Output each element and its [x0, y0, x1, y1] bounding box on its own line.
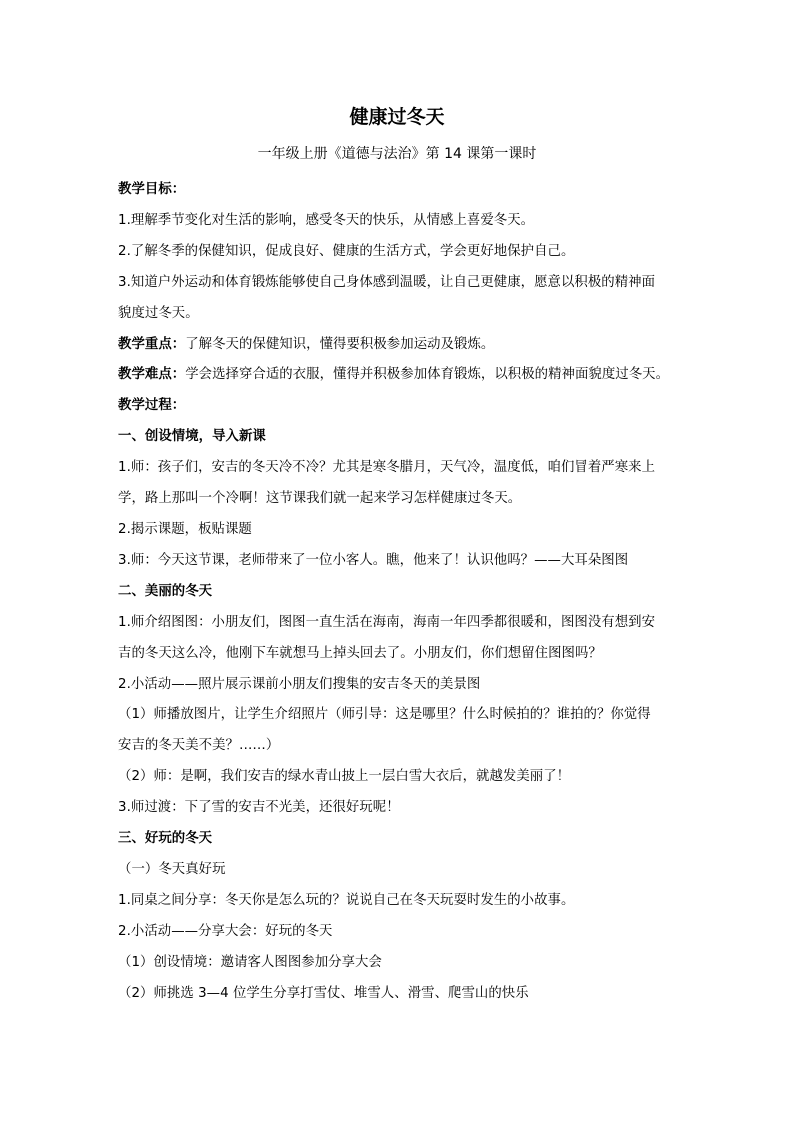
paragraph-line: 2.小活动——分享大会：好玩的冬天	[118, 923, 333, 939]
paragraph-line: （1）师播放图片，让学生介绍照片（师引导：这是哪里？什么时候拍的？谁拍的？你觉得	[118, 707, 651, 723]
difficult-points-text: 学会选择穿合适的衣服，懂得并积极参加体育锻炼，以积极的精神面貌度过冬天。	[185, 367, 670, 383]
paragraph-line: 2.揭示课题，板贴课题	[118, 521, 252, 537]
paragraph-line: 1.同桌之间分享：冬天你是怎么玩的？说说自己在冬天玩耍时发生的小故事。	[118, 892, 575, 908]
key-points-label: 教学重点：	[118, 336, 186, 352]
subsection-heading: （一）冬天真好玩	[118, 861, 226, 877]
section-heading: 一、创设情境，导入新课	[118, 429, 266, 445]
section-heading: 二、美丽的冬天	[118, 583, 213, 599]
paragraph-line: （2）师挑选 3—4 位学生分享打雪仗、堆雪人、滑雪、爬雪山的快乐	[118, 985, 529, 1001]
paragraph-line: 2.小活动——照片展示课前小朋友们搜集的安吉冬天的美景图	[118, 676, 481, 692]
goals-heading: 教学目标：	[118, 182, 186, 197]
goal-item-continued: 貌度过冬天。	[118, 305, 199, 321]
paragraph-line: 1.师：孩子们，安吉的冬天冷不冷？尤其是寒冬腊月，天气冷，温度低，咱们冒着严寒来上	[118, 460, 656, 476]
paragraph-line: 安吉的冬天美不美？……）	[118, 738, 280, 754]
document-title: 健康过冬天	[349, 106, 445, 128]
key-points	[118, 330, 688, 361]
paragraph-line: 3.师过渡：下了雪的安吉不光美，还很好玩呢！	[118, 800, 400, 816]
goal-item: 3.知道户外运动和体育锻炼能够使自己身体感到温暖，让自己更健康，愿意以积极的精神面	[118, 274, 656, 290]
paragraph-line: 3.师：今天这节课，老师带来了一位小客人。瞧，他来了！认识他吗？——大耳朵图图	[118, 552, 629, 568]
process-heading: 教学过程：	[118, 398, 186, 414]
section-heading: 三、好玩的冬天	[118, 831, 213, 847]
paragraph-line: （2）师：是啊，我们安吉的绿水青山披上一层白雪大衣后，就越发美丽了！	[118, 769, 571, 785]
document-body	[118, 175, 688, 1009]
paragraph-line: 1.师介绍图图：小朋友们，图图一直生活在海南，海南一年四季都很暖和，图图没有想到安	[118, 614, 656, 630]
goal-item: 2.了解冬季的保健知识，促成良好、健康的生活方式，学会更好地保护自己。	[118, 243, 575, 259]
paragraph-line: 学，路上那叫一个冷啊！这节课我们就一起来学习怎样健康过冬天。	[118, 491, 522, 507]
key-points-text: 了解冬天的保健知识，懂得要积极参加运动及锻炼。	[185, 336, 495, 352]
difficult-points-label: 教学难点：	[118, 367, 186, 383]
document-subtitle: 一年级上册《道德与法治》第 14 课第一课时	[257, 146, 537, 162]
paragraph-line: （1）创设情境：邀请客人图图参加分享大会	[118, 954, 382, 970]
paragraph-line: 吉的冬天这么冷，他刚下车就想马上掉头回去了。小朋友们，你们想留住图图吗？	[118, 645, 602, 661]
goal-item: 1.理解季节变化对生活的影响，感受冬天的快乐，从情感上喜爱冬天。	[118, 212, 535, 228]
difficult-points	[118, 360, 688, 391]
